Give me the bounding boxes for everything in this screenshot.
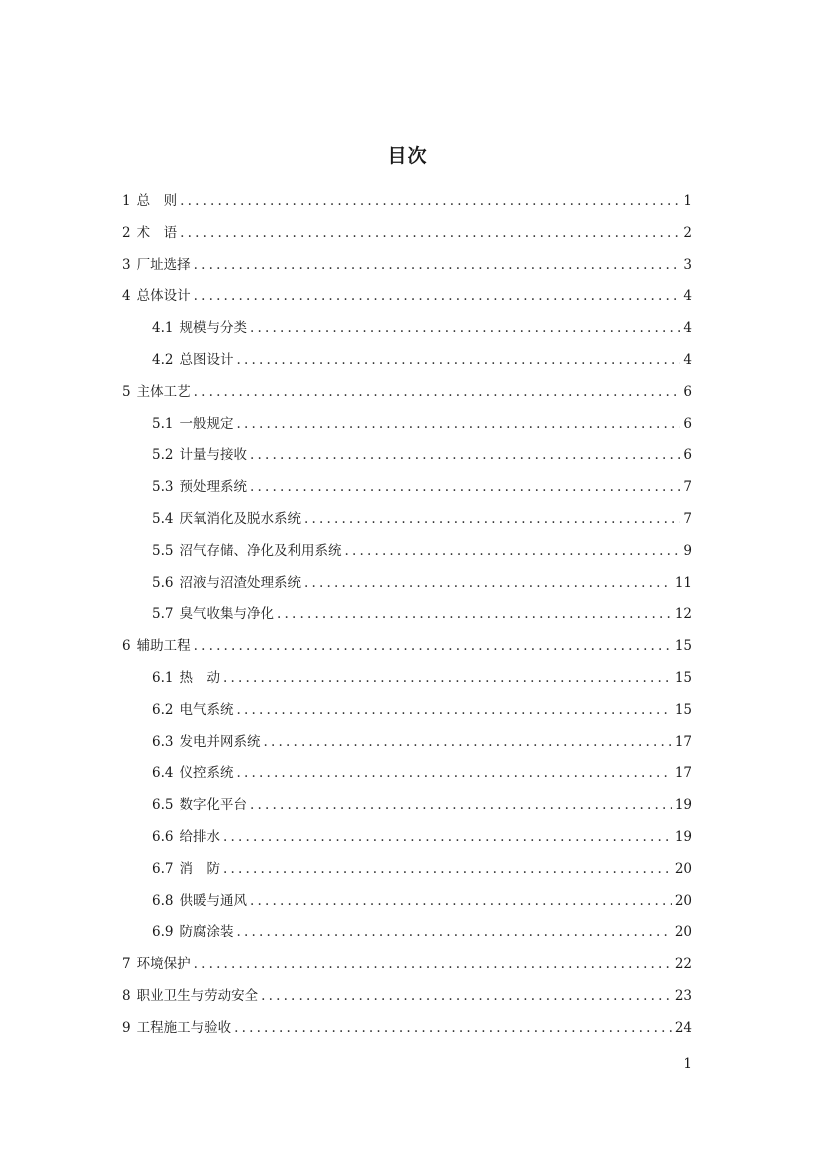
toc-entry[interactable] (122, 790, 692, 822)
page-number: 1 (683, 1056, 692, 1072)
toc-entry-page: 11 (674, 574, 692, 591)
toc-entry-number: 5.6 (152, 574, 174, 591)
toc-entry[interactable] (122, 758, 692, 790)
toc-entry-label: 电气系统 (179, 701, 234, 718)
dot-leader (223, 854, 672, 886)
toc-entry-number: 6.9 (152, 924, 174, 941)
toc-entry[interactable] (122, 536, 692, 568)
toc-entry-label: 沼液与沼渣处理系统 (179, 574, 301, 591)
toc-entry-number: 6.4 (152, 765, 174, 782)
toc-entry-number: 6.5 (152, 797, 174, 814)
dot-leader (304, 568, 672, 600)
toc-entry-number: 9 (122, 1019, 131, 1036)
toc-entry-number: 6.6 (152, 828, 174, 845)
toc-entry[interactable] (122, 949, 692, 981)
dot-leader (236, 917, 671, 949)
toc-entry-number: 6.7 (152, 860, 174, 877)
toc-entry[interactable] (122, 472, 692, 504)
table-of-contents (122, 186, 692, 1045)
toc-entry-number: 5.7 (152, 606, 174, 623)
dot-leader (180, 218, 680, 250)
toc-entry-label: 发电并网系统 (179, 733, 261, 750)
toc-entry-number: 3 (122, 256, 131, 273)
toc-entry[interactable] (122, 504, 692, 536)
dot-leader (250, 886, 672, 918)
toc-entry-number: 7 (122, 956, 131, 973)
toc-entry[interactable] (122, 1013, 692, 1045)
dot-leader (236, 695, 671, 727)
dot-leader (194, 949, 672, 981)
toc-entry-page: 7 (683, 510, 692, 527)
toc-entry[interactable] (122, 854, 692, 886)
toc-entry[interactable] (122, 568, 692, 600)
toc-entry-page: 15 (674, 701, 692, 718)
toc-entry-label: 辅助工程 (136, 638, 191, 655)
toc-entry[interactable] (122, 663, 692, 695)
dot-leader (263, 727, 671, 759)
toc-entry-page: 22 (674, 956, 692, 973)
dot-leader (194, 631, 672, 663)
toc-entry[interactable] (122, 218, 692, 250)
dot-leader (277, 599, 672, 631)
toc-entry-page: 1 (683, 193, 692, 209)
toc-entry[interactable] (122, 409, 692, 441)
toc-entry-label: 供暖与通风 (179, 892, 247, 909)
toc-entry-page: 2 (683, 224, 692, 241)
dot-leader (250, 313, 680, 345)
toc-entry-page: 4 (683, 288, 692, 305)
toc-entry-number: 6.3 (152, 733, 174, 750)
toc-entry-label: 术 语 (136, 224, 178, 241)
toc-entry-page: 15 (674, 669, 692, 686)
dot-leader (194, 377, 681, 409)
dot-leader (250, 440, 680, 472)
dot-leader (236, 758, 671, 790)
toc-entry-label: 主体工艺 (136, 383, 191, 400)
dot-leader (194, 250, 681, 282)
toc-entry-page: 6 (683, 383, 692, 400)
toc-entry-page: 20 (674, 924, 692, 941)
toc-entry-page: 12 (674, 606, 692, 623)
toc-entry-page: 17 (674, 765, 692, 782)
toc-entry-label: 环境保护 (136, 956, 191, 973)
dot-leader (344, 536, 680, 568)
dot-leader (250, 472, 680, 504)
toc-entry-number: 4 (122, 288, 131, 305)
toc-entry[interactable] (122, 631, 692, 663)
dot-leader (223, 822, 672, 854)
toc-entry-label: 数字化平台 (179, 797, 247, 814)
toc-entry[interactable] (122, 917, 692, 949)
toc-entry-page: 7 (683, 479, 692, 496)
toc-entry-label: 热 动 (179, 669, 220, 686)
toc-entry-page: 23 (674, 987, 692, 1004)
toc-entry-number: 5.3 (152, 479, 174, 496)
toc-entry-label: 防腐涂装 (179, 924, 234, 941)
toc-entry-label: 工程施工与验收 (136, 1019, 232, 1036)
toc-entry-page: 9 (683, 542, 692, 559)
toc-entry-label: 给排水 (179, 828, 220, 845)
dot-leader (304, 504, 680, 536)
toc-entry-number: 6.1 (152, 669, 174, 686)
toc-entry-label: 消 防 (179, 860, 220, 877)
toc-entry-page: 20 (674, 860, 692, 877)
toc-entry[interactable] (122, 345, 692, 377)
toc-entry-label: 臭气收集与净化 (179, 606, 274, 623)
toc-entry-number: 6 (122, 638, 131, 655)
toc-entry-page: 4 (683, 320, 692, 337)
toc-entry[interactable] (122, 313, 692, 345)
toc-entry-number: 5.5 (152, 542, 174, 559)
toc-entry-number: 5.4 (152, 510, 174, 527)
toc-entry[interactable] (122, 281, 692, 313)
toc-entry-number: 4.2 (152, 351, 174, 368)
toc-entry-number: 2 (122, 224, 131, 241)
dot-leader (194, 281, 681, 313)
toc-entry-label: 总图设计 (179, 351, 234, 368)
toc-entry-page: 4 (683, 351, 692, 368)
toc-entry-number: 6.8 (152, 892, 174, 909)
toc-entry-label: 计量与接收 (179, 447, 247, 464)
toc-entry-page: 17 (674, 733, 692, 750)
toc-entry-number: 8 (122, 987, 131, 1004)
toc-entry-page: 6 (683, 447, 692, 464)
toc-entry-number: 6.2 (152, 701, 174, 718)
toc-entry-label: 厌氧消化及脱水系统 (179, 510, 301, 527)
toc-entry-page: 15 (674, 638, 692, 655)
toc-entry-label: 一般规定 (179, 415, 234, 432)
toc-entry-number: 5 (122, 383, 131, 400)
toc-entry[interactable] (122, 186, 692, 218)
dot-leader (234, 1013, 672, 1045)
dot-leader (180, 186, 680, 218)
toc-entry-page: 6 (683, 415, 692, 432)
toc-entry[interactable] (122, 822, 692, 854)
toc-entry[interactable] (122, 981, 692, 1013)
toc-entry[interactable] (122, 599, 692, 631)
toc-entry-number: 5.2 (152, 447, 174, 464)
toc-entry-page: 20 (674, 892, 692, 909)
toc-entry-number: 1 (122, 193, 131, 209)
toc-entry[interactable] (122, 440, 692, 472)
toc-entry-label: 规模与分类 (179, 320, 247, 337)
toc-entry[interactable] (122, 727, 692, 759)
toc-entry-page: 19 (674, 828, 692, 845)
dot-leader (261, 981, 672, 1013)
toc-entry-label: 预处理系统 (179, 479, 247, 496)
toc-entry-page: 24 (674, 1019, 692, 1036)
toc-entry-label: 厂址选择 (136, 256, 191, 273)
toc-entry-label: 沼气存储、净化及利用系统 (179, 542, 342, 559)
dot-leader (236, 345, 680, 377)
dot-leader (223, 663, 672, 695)
toc-entry[interactable] (122, 377, 692, 409)
page-title: 目次 (387, 144, 428, 167)
toc-entry-number: 5.1 (152, 415, 174, 432)
toc-entry[interactable] (122, 250, 692, 282)
toc-entry-label: 总 则 (136, 193, 178, 209)
toc-entry-label: 总体设计 (136, 288, 191, 305)
dot-leader (250, 790, 672, 822)
toc-entry-page: 19 (674, 797, 692, 814)
dot-leader (236, 409, 680, 441)
toc-entry-page: 3 (683, 256, 692, 273)
toc-entry-label: 仪控系统 (179, 765, 234, 782)
toc-entry[interactable] (122, 695, 692, 727)
toc-entry-label: 职业卫生与劳动安全 (136, 987, 259, 1004)
toc-entry-number: 4.1 (152, 320, 174, 337)
toc-entry[interactable] (122, 886, 692, 918)
